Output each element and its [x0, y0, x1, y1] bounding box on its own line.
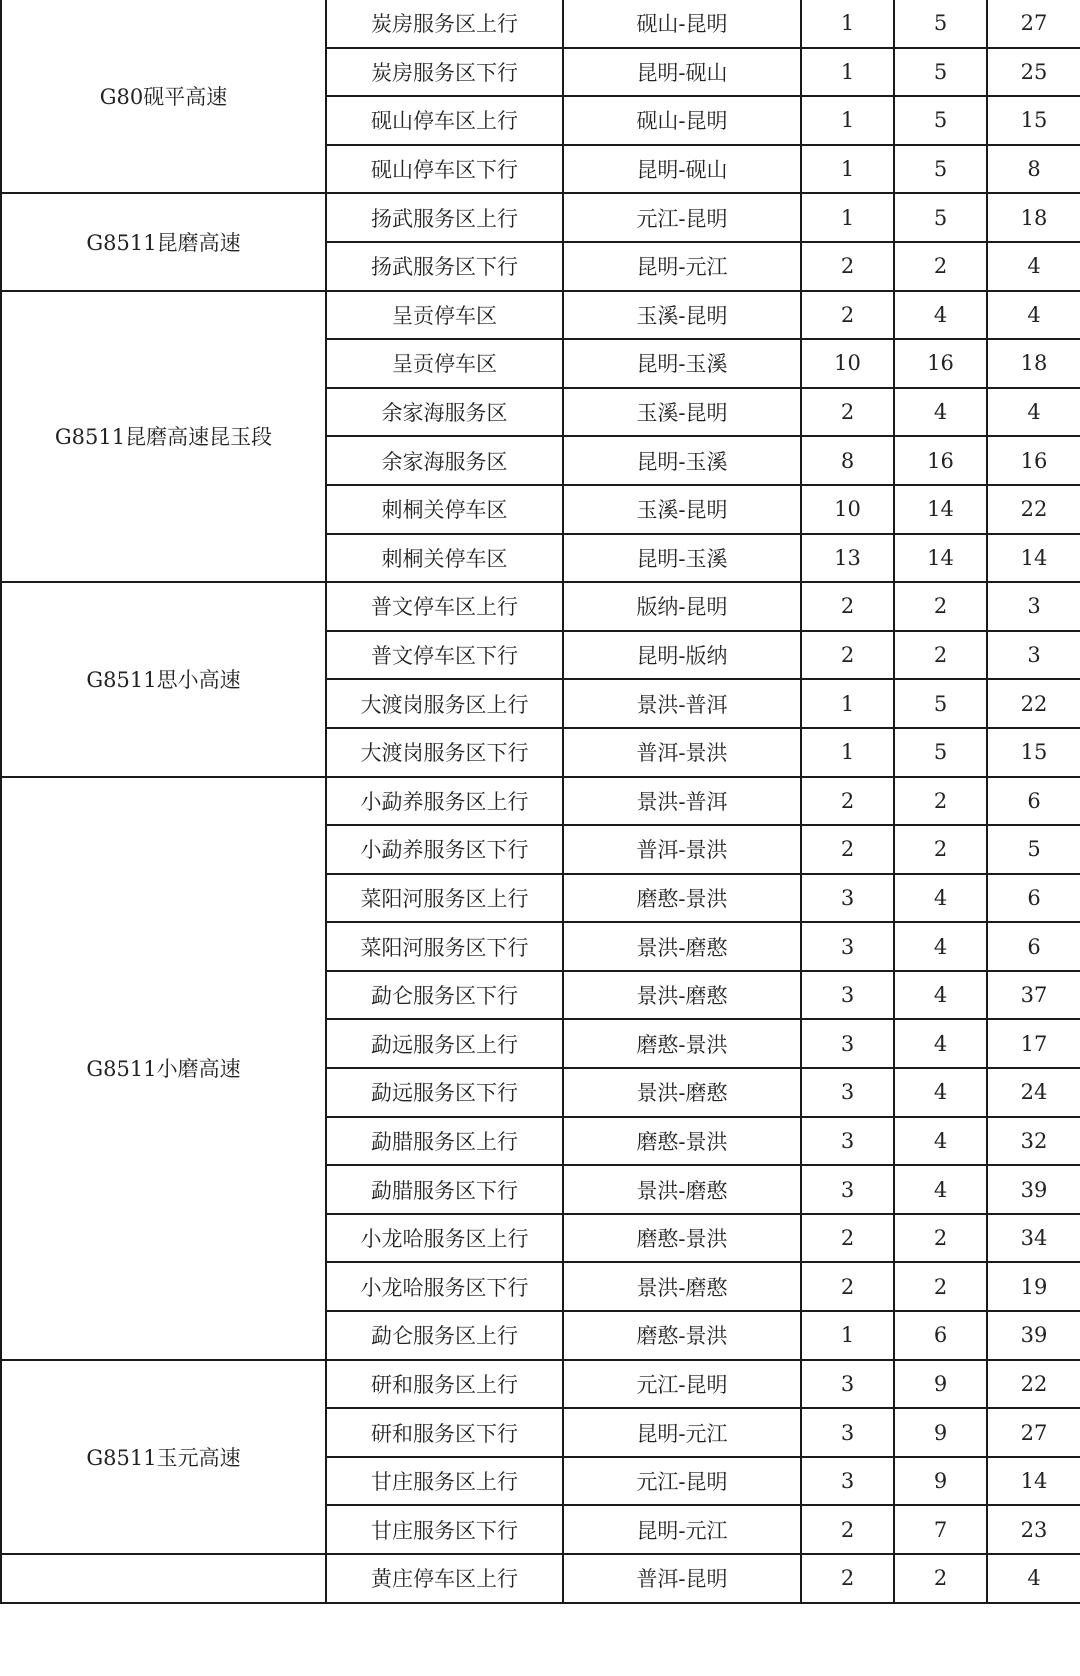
direction-cell: 版纳-昆明: [563, 582, 801, 631]
service-area-name-cell: 普文停车区下行: [326, 631, 563, 680]
value-cell-2: 2: [894, 777, 987, 826]
value-cell-2: 7: [894, 1505, 987, 1554]
table-row: [1, 193, 1080, 242]
value-cell-3: 8: [987, 145, 1080, 194]
service-area-name-cell: 刺桐关停车区: [326, 485, 563, 534]
service-area-name-cell: 砚山停车区上行: [326, 96, 563, 145]
value-cell-1: 3: [801, 1117, 894, 1166]
service-area-name-cell: 普文停车区上行: [326, 582, 563, 631]
direction-cell: 景洪-磨憨: [563, 1262, 801, 1311]
value-cell-2: 2: [894, 1214, 987, 1263]
value-cell-2: 5: [894, 728, 987, 777]
direction-cell: 磨憨-景洪: [563, 1117, 801, 1166]
value-cell-2: 6: [894, 1311, 987, 1360]
value-cell-1: 2: [801, 825, 894, 874]
value-cell-3: 4: [987, 1554, 1080, 1603]
value-cell-3: 24: [987, 1068, 1080, 1117]
service-area-name-cell: 黄庄停车区上行: [326, 1554, 563, 1603]
value-cell-2: 14: [894, 485, 987, 534]
direction-cell: 昆明-元江: [563, 1505, 801, 1554]
value-cell-1: 10: [801, 339, 894, 388]
value-cell-1: 3: [801, 1068, 894, 1117]
value-cell-2: 4: [894, 1117, 987, 1166]
direction-cell: 砚山-昆明: [563, 0, 801, 48]
value-cell-3: 4: [987, 242, 1080, 291]
value-cell-3: 32: [987, 1117, 1080, 1166]
direction-cell: 磨憨-景洪: [563, 1214, 801, 1263]
value-cell-1: 2: [801, 631, 894, 680]
value-cell-1: 10: [801, 485, 894, 534]
service-area-name-cell: 甘庄服务区下行: [326, 1505, 563, 1554]
highway-name-cell: G8511小磨高速: [1, 777, 326, 1360]
direction-cell: 磨憨-景洪: [563, 1311, 801, 1360]
value-cell-2: 4: [894, 1068, 987, 1117]
direction-cell: 元江-昆明: [563, 1457, 801, 1506]
value-cell-2: 5: [894, 145, 987, 194]
direction-cell: 昆明-版纳: [563, 631, 801, 680]
direction-cell: 元江-昆明: [563, 193, 801, 242]
table-row: [1, 0, 1080, 48]
value-cell-3: 19: [987, 1262, 1080, 1311]
value-cell-1: 3: [801, 1457, 894, 1506]
value-cell-2: 2: [894, 1554, 987, 1603]
service-area-name-cell: 呈贡停车区: [326, 291, 563, 340]
highway-name-cell: [1, 1554, 326, 1603]
highway-name-cell: G8511玉元高速: [1, 1360, 326, 1554]
value-cell-1: 3: [801, 1408, 894, 1457]
value-cell-1: 2: [801, 242, 894, 291]
value-cell-3: 22: [987, 679, 1080, 728]
service-area-name-cell: 勐腊服务区下行: [326, 1165, 563, 1214]
value-cell-1: 1: [801, 0, 894, 48]
service-area-name-cell: 大渡岗服务区上行: [326, 679, 563, 728]
service-area-name-cell: 砚山停车区下行: [326, 145, 563, 194]
value-cell-3: 14: [987, 534, 1080, 583]
value-cell-1: 3: [801, 971, 894, 1020]
service-area-name-cell: 甘庄服务区上行: [326, 1457, 563, 1506]
value-cell-1: 13: [801, 534, 894, 583]
direction-cell: 昆明-玉溪: [563, 436, 801, 485]
value-cell-1: 1: [801, 48, 894, 97]
value-cell-2: 2: [894, 582, 987, 631]
value-cell-3: 37: [987, 971, 1080, 1020]
value-cell-3: 17: [987, 1019, 1080, 1068]
service-area-name-cell: 菜阳河服务区上行: [326, 874, 563, 923]
table-row: [1, 291, 1080, 340]
service-area-name-cell: 研和服务区上行: [326, 1360, 563, 1409]
table-row: [1, 1360, 1080, 1409]
direction-cell: 昆明-玉溪: [563, 339, 801, 388]
value-cell-1: 2: [801, 1262, 894, 1311]
value-cell-1: 1: [801, 1311, 894, 1360]
value-cell-2: 2: [894, 825, 987, 874]
value-cell-2: 5: [894, 679, 987, 728]
direction-cell: 玉溪-昆明: [563, 291, 801, 340]
value-cell-3: 15: [987, 96, 1080, 145]
service-area-name-cell: 刺桐关停车区: [326, 534, 563, 583]
highway-name-cell: G8511思小高速: [1, 582, 326, 776]
value-cell-2: 4: [894, 291, 987, 340]
direction-cell: 昆明-砚山: [563, 48, 801, 97]
value-cell-3: 3: [987, 582, 1080, 631]
value-cell-1: 1: [801, 193, 894, 242]
value-cell-1: 1: [801, 145, 894, 194]
value-cell-2: 4: [894, 874, 987, 923]
highway-name-cell: G8511昆磨高速: [1, 193, 326, 290]
value-cell-2: 2: [894, 242, 987, 291]
table-row: [1, 777, 1080, 826]
direction-cell: 景洪-普洱: [563, 679, 801, 728]
value-cell-2: 2: [894, 1262, 987, 1311]
highway-name-cell: G80砚平高速: [1, 0, 326, 193]
service-area-name-cell: 研和服务区下行: [326, 1408, 563, 1457]
service-area-name-cell: 勐远服务区上行: [326, 1019, 563, 1068]
value-cell-1: 2: [801, 1505, 894, 1554]
direction-cell: 普洱-景洪: [563, 825, 801, 874]
value-cell-1: 1: [801, 96, 894, 145]
direction-cell: 砚山-昆明: [563, 96, 801, 145]
value-cell-1: 3: [801, 1019, 894, 1068]
value-cell-1: 1: [801, 679, 894, 728]
direction-cell: 景洪-磨憨: [563, 971, 801, 1020]
direction-cell: 玉溪-昆明: [563, 485, 801, 534]
direction-cell: 玉溪-昆明: [563, 388, 801, 437]
value-cell-2: 16: [894, 339, 987, 388]
value-cell-3: 25: [987, 48, 1080, 97]
service-area-name-cell: 小龙哈服务区上行: [326, 1214, 563, 1263]
value-cell-3: 27: [987, 1408, 1080, 1457]
value-cell-3: 6: [987, 874, 1080, 923]
value-cell-3: 5: [987, 825, 1080, 874]
direction-cell: 普洱-景洪: [563, 728, 801, 777]
service-area-name-cell: 呈贡停车区: [326, 339, 563, 388]
value-cell-2: 4: [894, 971, 987, 1020]
value-cell-2: 16: [894, 436, 987, 485]
service-area-name-cell: 扬武服务区下行: [326, 242, 563, 291]
value-cell-1: 2: [801, 777, 894, 826]
service-area-name-cell: 小龙哈服务区下行: [326, 1262, 563, 1311]
value-cell-3: 22: [987, 485, 1080, 534]
service-area-name-cell: 炭房服务区上行: [326, 0, 563, 48]
value-cell-1: 2: [801, 388, 894, 437]
direction-cell: 元江-昆明: [563, 1360, 801, 1409]
value-cell-3: 4: [987, 388, 1080, 437]
value-cell-1: 2: [801, 1214, 894, 1263]
value-cell-3: 18: [987, 339, 1080, 388]
value-cell-2: 9: [894, 1360, 987, 1409]
direction-cell: 昆明-元江: [563, 1408, 801, 1457]
value-cell-2: 4: [894, 922, 987, 971]
value-cell-2: 4: [894, 1019, 987, 1068]
table-row: [1, 1554, 1080, 1603]
value-cell-1: 8: [801, 436, 894, 485]
direction-cell: 景洪-普洱: [563, 777, 801, 826]
value-cell-3: 3: [987, 631, 1080, 680]
direction-cell: 景洪-磨憨: [563, 922, 801, 971]
value-cell-3: 23: [987, 1505, 1080, 1554]
value-cell-3: 18: [987, 193, 1080, 242]
value-cell-2: 14: [894, 534, 987, 583]
value-cell-3: 6: [987, 922, 1080, 971]
direction-cell: 磨憨-景洪: [563, 874, 801, 923]
value-cell-2: 5: [894, 0, 987, 48]
value-cell-1: 3: [801, 874, 894, 923]
value-cell-2: 9: [894, 1408, 987, 1457]
value-cell-2: 9: [894, 1457, 987, 1506]
value-cell-1: 3: [801, 922, 894, 971]
value-cell-2: 5: [894, 193, 987, 242]
value-cell-3: 39: [987, 1165, 1080, 1214]
direction-cell: 景洪-磨憨: [563, 1068, 801, 1117]
value-cell-1: 2: [801, 291, 894, 340]
service-area-name-cell: 大渡岗服务区下行: [326, 728, 563, 777]
value-cell-2: 5: [894, 96, 987, 145]
service-area-name-cell: 炭房服务区下行: [326, 48, 563, 97]
service-area-name-cell: 小勐养服务区下行: [326, 825, 563, 874]
service-area-name-cell: 余家海服务区: [326, 388, 563, 437]
value-cell-3: 4: [987, 291, 1080, 340]
service-area-name-cell: 余家海服务区: [326, 436, 563, 485]
direction-cell: 昆明-砚山: [563, 145, 801, 194]
direction-cell: 昆明-元江: [563, 242, 801, 291]
table-body: [1, 0, 1080, 1603]
value-cell-3: 6: [987, 777, 1080, 826]
direction-cell: 景洪-磨憨: [563, 1165, 801, 1214]
service-area-name-cell: 勐仑服务区上行: [326, 1311, 563, 1360]
value-cell-3: 16: [987, 436, 1080, 485]
value-cell-3: 15: [987, 728, 1080, 777]
value-cell-2: 4: [894, 388, 987, 437]
value-cell-3: 27: [987, 0, 1080, 48]
value-cell-2: 4: [894, 1165, 987, 1214]
value-cell-2: 5: [894, 48, 987, 97]
value-cell-3: 22: [987, 1360, 1080, 1409]
value-cell-1: 2: [801, 1554, 894, 1603]
direction-cell: 磨憨-景洪: [563, 1019, 801, 1068]
service-area-name-cell: 菜阳河服务区下行: [326, 922, 563, 971]
highway-name-cell: G8511昆磨高速昆玉段: [1, 291, 326, 583]
service-area-name-cell: 小勐养服务区上行: [326, 777, 563, 826]
direction-cell: 昆明-玉溪: [563, 534, 801, 583]
value-cell-1: 1: [801, 728, 894, 777]
table-row: [1, 582, 1080, 631]
value-cell-3: 34: [987, 1214, 1080, 1263]
service-area-name-cell: 扬武服务区上行: [326, 193, 563, 242]
service-area-name-cell: 勐腊服务区上行: [326, 1117, 563, 1166]
value-cell-3: 14: [987, 1457, 1080, 1506]
value-cell-1: 2: [801, 582, 894, 631]
direction-cell: 普洱-昆明: [563, 1554, 801, 1603]
service-area-name-cell: 勐仑服务区下行: [326, 971, 563, 1020]
value-cell-1: 3: [801, 1165, 894, 1214]
value-cell-2: 2: [894, 631, 987, 680]
service-area-name-cell: 勐远服务区下行: [326, 1068, 563, 1117]
value-cell-3: 39: [987, 1311, 1080, 1360]
value-cell-1: 3: [801, 1360, 894, 1409]
